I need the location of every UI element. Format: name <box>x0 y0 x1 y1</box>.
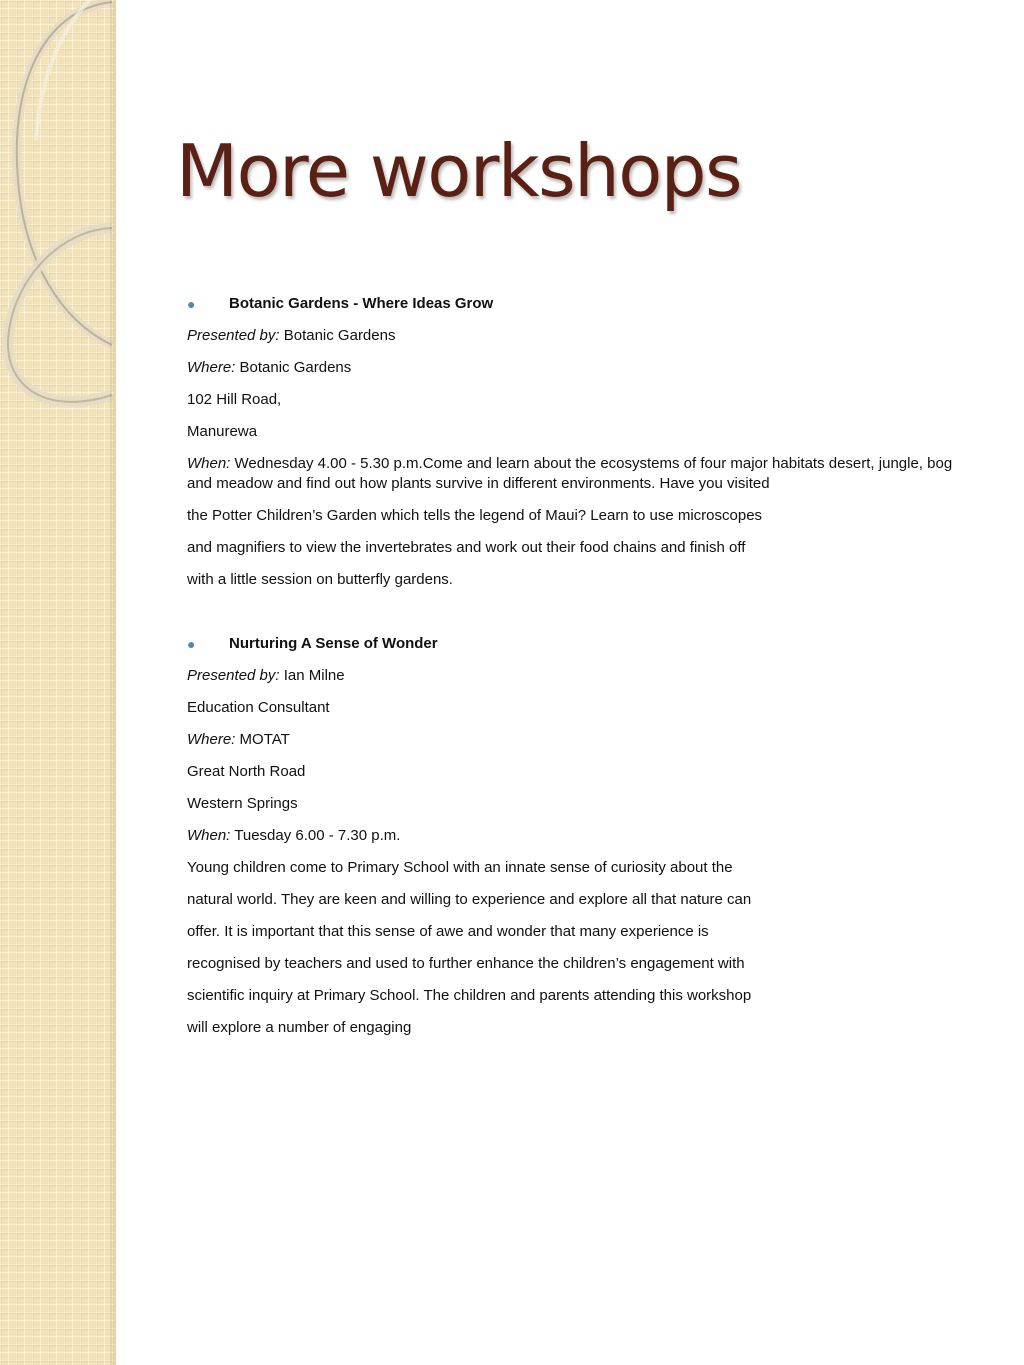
presented-by-label: Presented by: <box>187 667 280 684</box>
description-line: with a little session on butterfly gardens. <box>187 571 453 588</box>
description-line: and magnifiers to view the invertebrates and work out their food chains and finish off <box>187 539 746 556</box>
when-line <box>187 454 987 474</box>
description-line: the Potter Children’s Garden which tells the legend of Maui? Learn to use microscopes <box>187 507 763 524</box>
description-line: will explore a number of engaging <box>187 1019 412 1036</box>
presenter-role: Education Consultant <box>187 699 330 716</box>
decorative-side-panel <box>0 0 116 1365</box>
description-line: offer. It is important that this sense of awe and wonder that many experience is <box>187 923 709 940</box>
when-value: Wednesday 4.00 - 5.30 p.m.Come and learn about the ecosystems of four major habitats desert, jungle, bog <box>230 455 953 472</box>
presented-by-line <box>187 326 987 346</box>
page-title: More workshops <box>176 129 742 213</box>
presented-by-label: Presented by: <box>187 327 280 344</box>
venue-name: MOTAT <box>235 731 290 748</box>
workshop-heading <box>187 634 987 654</box>
address-line: Manurewa <box>187 423 258 440</box>
workshop-title: Botanic Gardens - Where Ideas Grow <box>229 295 494 312</box>
bullet-icon: ● <box>187 296 196 312</box>
when-line <box>187 826 987 846</box>
when-label: When: <box>187 827 231 844</box>
address-line: Western Springs <box>187 795 298 812</box>
description-line: and meadow and find out how plants survive in different environments. Have you visited <box>187 475 770 492</box>
description-line: scientific inquiry at Primary School. The children and parents attending this workshop <box>187 987 752 1004</box>
workshop-heading <box>187 294 987 314</box>
workshop-list <box>187 294 987 1050</box>
swirl-ornament-icon <box>0 0 114 420</box>
address-line: 102 Hill Road, <box>187 391 282 408</box>
description-line: Young children come to Primary School with an innate sense of curiosity about the <box>187 859 733 876</box>
section-spacer <box>187 602 987 634</box>
where-label: Where: <box>187 731 236 748</box>
presenter-name: Ian Milne <box>279 667 345 684</box>
description-line: recognised by teachers and used to further enhance the children’s engagement with <box>187 955 745 972</box>
address-line: Great North Road <box>187 763 306 780</box>
when-value: Tuesday 6.00 - 7.30 p.m. <box>230 827 401 844</box>
where-line <box>187 730 987 750</box>
where-label: Where: <box>187 359 236 376</box>
where-line <box>187 358 987 378</box>
venue-name: Botanic Gardens <box>235 359 352 376</box>
description-line: natural world. They are keen and willing to experience and explore all that nature can <box>187 891 752 908</box>
presenter-name: Botanic Gardens <box>279 327 396 344</box>
bullet-icon: ● <box>187 636 196 652</box>
when-label: When: <box>187 455 231 472</box>
presented-by-line <box>187 666 987 686</box>
workshop-title: Nurturing A Sense of Wonder <box>229 635 438 652</box>
